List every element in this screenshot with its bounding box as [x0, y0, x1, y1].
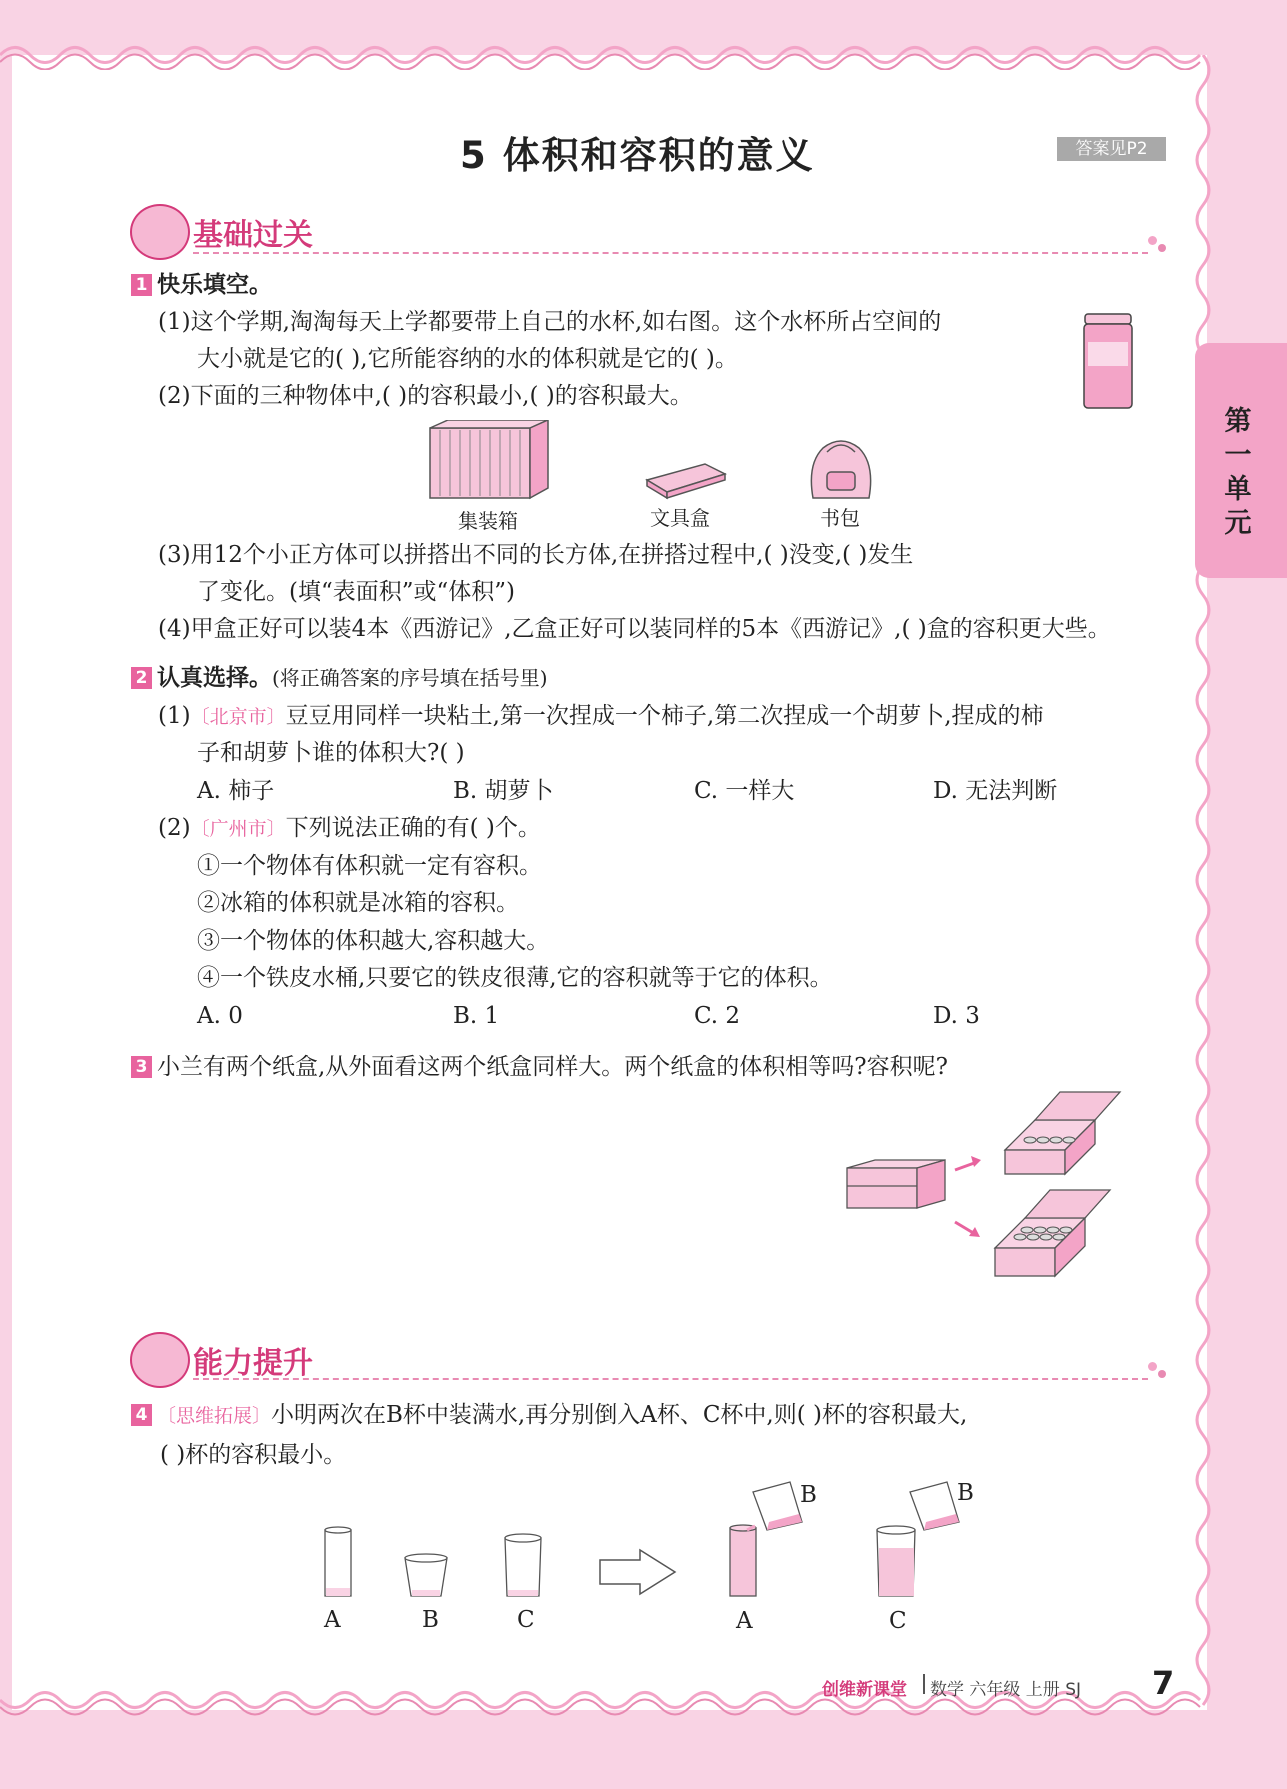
statement-2: ②冰箱的体积就是冰箱的容积。 — [197, 890, 519, 916]
question-1-heading — [131, 270, 272, 300]
question-4-text: 小明两次在B杯中装满水,再分别倒入A杯、C杯中,则( )杯的容积最大, — [271, 1402, 968, 1428]
pencil-box-image — [645, 462, 727, 500]
thinking-tag: 〔思维拓展〕 — [157, 1405, 272, 1427]
q2-sub2-text: 下列说法正确的有( )个。 — [285, 815, 541, 841]
cup-label-b: B — [422, 1607, 439, 1633]
pour-label-a: A — [736, 1608, 753, 1634]
q1-part4: (4)甲盒正好可以装4本《西游记》,乙盒正好可以装同样的5本《西游记》,( )盒的容积更大些。 — [158, 616, 1111, 642]
statement-1: ①一个物体有体积就一定有容积。 — [197, 853, 542, 879]
label-backpack: 书包 — [820, 506, 860, 530]
question-2-hint: (将正确答案的序号填在括号里) — [272, 666, 548, 690]
question-4-line2: ( )杯的容积最小。 — [160, 1442, 347, 1468]
q1-part1-line2: 大小就是它的( ),它所能容纳的水的体积就是它的( )。 — [197, 346, 738, 372]
footer-divider — [923, 1674, 925, 1694]
q2-sub1-line2: 子和胡萝卜谁的体积大?( ) — [197, 740, 465, 766]
mascot-icon — [130, 204, 190, 260]
section-divider — [193, 252, 1148, 254]
option-b: B. 胡萝卜 — [453, 778, 554, 804]
cups-diagram — [315, 1480, 995, 1615]
q2-sub2-prefix: (2) — [158, 815, 191, 841]
decor-dot — [1158, 1370, 1166, 1378]
cup-label-c: C — [517, 1607, 535, 1633]
section-heading-basic: 基础过关 — [193, 218, 313, 253]
q2-sub2-line — [158, 813, 541, 844]
option-b: B. 1 — [453, 1003, 500, 1029]
question-3-line — [131, 1052, 948, 1082]
decor-dot — [1158, 244, 1166, 252]
question-number-badge: 2 — [131, 667, 152, 689]
wavy-border-right — [1195, 55, 1220, 1710]
q1-part3-line1: (3)用12个小正方体可以拼搭出不同的长方体,在拼搭过程中,( )没变,( )发生 — [158, 542, 914, 568]
label-pencil-box: 文具盒 — [650, 506, 710, 530]
unit-side-tab-label: 第一单元 — [1224, 406, 1252, 539]
water-cup-image — [1080, 312, 1136, 412]
question-3-text: 小兰有两个纸盒,从外面看这两个纸盒同样大。两个纸盒的体积相等吗?容积呢? — [157, 1054, 948, 1080]
question-number-badge: 3 — [131, 1056, 152, 1078]
page-number: 7 — [1152, 1664, 1175, 1702]
q2-sub1-line1 — [158, 701, 1044, 732]
page-title: 5 体积和容积的意义 — [460, 134, 815, 177]
option-c: C. 一样大 — [694, 778, 795, 804]
cup-label-a: A — [324, 1607, 341, 1633]
footer-brand: 创维新课堂 — [822, 1680, 907, 1700]
question-2-title: 认真选择。 — [157, 665, 272, 691]
decor-dot — [1148, 236, 1157, 245]
container-image — [428, 420, 550, 500]
option-a: A. 0 — [197, 1003, 243, 1029]
q1-part1-line1: (1)这个学期,淘淘每天上学都要带上自己的水杯,如右图。这个水杯所占空间的 — [158, 309, 942, 335]
pour-label-c: C — [889, 1608, 907, 1634]
decor-dot — [1148, 1362, 1157, 1371]
question-number-badge: 4 — [131, 1404, 152, 1426]
q2-sub1-prefix: (1) — [158, 703, 191, 729]
statement-4: ④一个铁皮水桶,只要它的铁皮很薄,它的容积就等于它的体积。 — [197, 965, 833, 991]
footer-info: 数学 六年级 上册 SJ — [930, 1680, 1082, 1700]
region-tag: 〔广州市〕 — [190, 818, 286, 840]
paper-boxes-image — [845, 1090, 1125, 1280]
pour-cup-label-b: B — [957, 1480, 974, 1506]
wavy-border-top — [0, 40, 1287, 70]
section-heading-advanced: 能力提升 — [193, 1346, 313, 1381]
option-d: D. 3 — [933, 1003, 980, 1029]
q2-sub1-text: 豆豆用同样一块粘土,第一次捏成一个柿子,第二次捏成一个胡萝卜,捏成的柿 — [285, 703, 1044, 729]
answer-reference-badge: 答案见P2 — [1057, 137, 1166, 161]
question-2-heading — [131, 663, 548, 693]
question-4-line1 — [131, 1400, 967, 1431]
label-container: 集装箱 — [458, 509, 518, 533]
option-c: C. 2 — [694, 1003, 741, 1029]
question-number-badge: 1 — [131, 274, 152, 296]
region-tag: 〔北京市〕 — [190, 706, 286, 728]
section-divider — [193, 1378, 1148, 1380]
option-d: D. 无法判断 — [933, 778, 1058, 804]
option-a: A. 柿子 — [197, 778, 275, 804]
pour-cup-label-b: B — [800, 1482, 817, 1508]
wavy-border-bottom — [0, 1690, 1287, 1720]
unit-side-tab — [1195, 343, 1287, 578]
q1-part3-line2: 了变化。(填“表面积”或“体积”) — [197, 579, 515, 605]
backpack-image — [803, 434, 879, 502]
mascot-icon — [130, 1332, 190, 1388]
q1-part2: (2)下面的三种物体中,( )的容积最小,( )的容积最大。 — [158, 383, 693, 409]
statement-3: ③一个物体的体积越大,容积越大。 — [197, 928, 550, 954]
question-1-title: 快乐填空。 — [157, 272, 272, 298]
